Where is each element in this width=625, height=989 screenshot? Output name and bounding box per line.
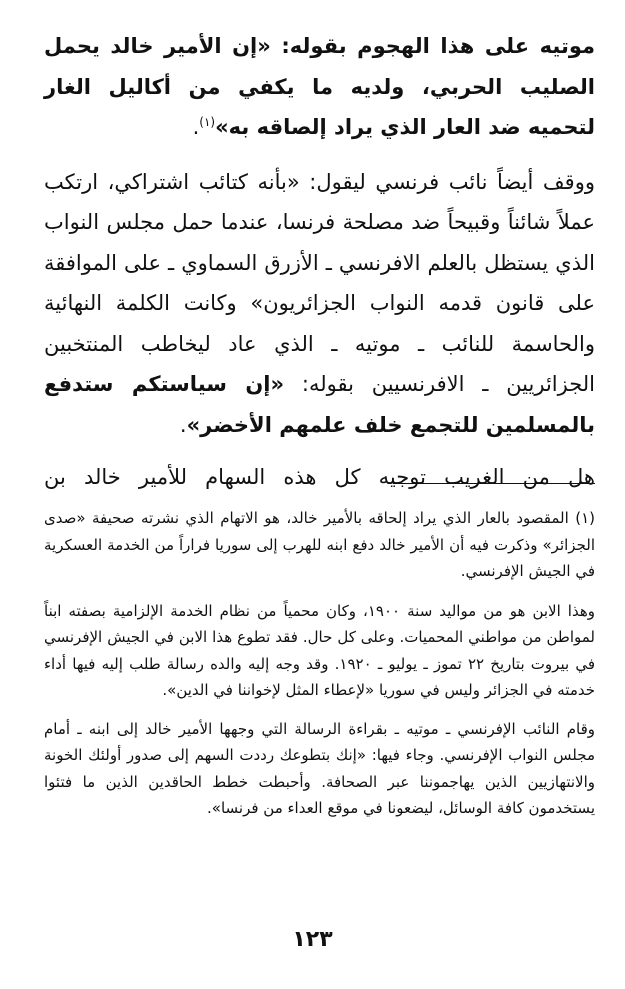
paragraph-2-text: ووقف أيضاً نائب فرنسي ليقول: «بأنه كتائب اشتراكي، ارتكب عملاً شائناً وقبيحاً ضد مصلحة فرنسا، عندما حمل مجلس النواب الذي يستظل بالعلم الافرنسي ـ الأزرق السماوي ـ على الموافقة على قانون قدمه النواب الجزائريون» وكانت الكلمة النهائية والحاسمة للنائب ـ موتيه ـ الذي عاد ليخاطب المنتخبين الجزائريين ـ الافرنسيين بقوله: xyxy=(44,169,596,396)
paragraph-3: هل من الغريب توجيه كل هذه السهام للأمير خالد بن xyxy=(44,465,595,489)
paragraph-1-quote: «إن الأمير خالد يحمل الصليب الحربي، ولديه ما يكفي من أكاليل الغار لتحميه ضد العار الذي يراد إلصاقه به» xyxy=(44,34,595,139)
paragraph-1-tail: . xyxy=(192,115,200,139)
paragraph-2-tail: . xyxy=(179,412,187,437)
paragraph-2-quote: «إن سياستكم ستدفع بالمسلمين للتجمع خلف علمهم الأخضر» xyxy=(44,372,595,437)
paragraph-1 xyxy=(44,26,595,148)
paragraph-2 xyxy=(44,162,595,446)
paragraph-1-lead: موتيه على هذا الهجوم بقوله: xyxy=(270,34,595,58)
footnote-1-continuation-a: وهذا الابن هو من مواليد سنة ١٩٠٠، وكان محمياً من نظام الخدمة الإلزامية بصفته ابناً لمواطن من مواطني المحميات. وعلى كل حال. فقد تطوع هذا الابن في الجيش الإفرنسي في بيروت بتاريخ ٢٢ تموز ـ يوليو ـ ١٩٢٠. وقد وجه إليه والده رسالة طلب إليه فيها أداء خدمته في الجزائر وليس في سوريا «لإعطاء المثل لإخواننا في الدين». xyxy=(44,601,595,699)
footnotes-section xyxy=(44,505,595,822)
footnote-1-continuation-b: وقام النائب الإفرنسي ـ موتيه ـ بقراءة الرسالة التي وجهها الأمير خالد إلى ابنه ـ أمام مجلس النواب الإفرنسي. وجاء فيها: «إنك بتطوعك رددت السهم إلى صدور أولئك الخونة والانتهازيين الذين يهاجموننا عبر الصحافة. وأحبطت خطط الحاقدين الذين ما فتئوا يستخدمون كافة الوسائل، ليضعونا في موقع العداء من فرنسا». xyxy=(44,719,595,817)
footnote-reference: (١) xyxy=(199,115,216,129)
footnote-separator xyxy=(393,483,595,484)
footnote-1: (١) المقصود بالعار الذي يراد إلحاقه بالأمير خالد، هو الاتهام الذي نشرته صحيفة «صدى الجزائر» وذكرت فيه أن الأمير خالد دفع ابنه للهرب إلى سوريا فراراً من الخدمة العسكرية في الجيش الإفرنسي. xyxy=(44,509,595,580)
page-number: ١٢٣ xyxy=(292,927,333,952)
